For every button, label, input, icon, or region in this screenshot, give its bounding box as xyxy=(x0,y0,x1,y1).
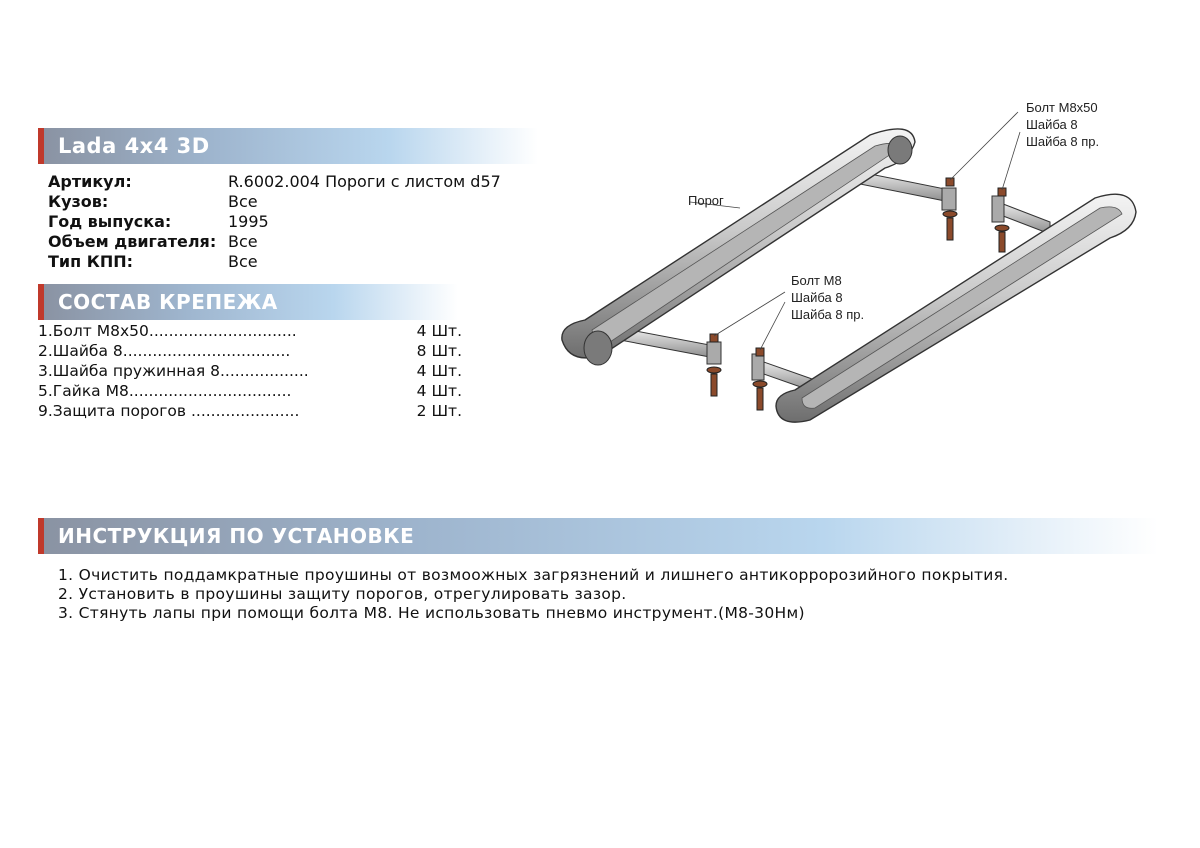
install-banner xyxy=(38,518,1158,554)
product-title-banner xyxy=(38,128,538,164)
spec-value: Все xyxy=(228,252,258,271)
kit-item-qty: 4 Шт. xyxy=(416,322,462,340)
callout-line: Болт М8 xyxy=(791,273,842,288)
spec-row xyxy=(48,212,501,232)
install-step: 2. Установить в проушины защиту порогов, отрегулировать зазор. xyxy=(58,585,627,603)
spec-table xyxy=(48,172,501,272)
kit-row xyxy=(38,401,462,421)
kit-item-qty: 8 Шт. xyxy=(416,342,462,360)
callout-line: Шайба 8 пр. xyxy=(791,307,865,322)
spec-row xyxy=(48,252,501,272)
kit-row xyxy=(38,361,462,381)
kit-item-qty: 2 Шт. xyxy=(416,402,462,420)
kit-item-name: 2.Шайба 8.................................. xyxy=(38,342,291,360)
callout-front-fasteners xyxy=(791,272,864,323)
callout-line: Шайба 8 xyxy=(1026,117,1078,132)
kit-banner xyxy=(38,284,458,320)
callout-line: Шайба 8 xyxy=(791,290,843,305)
install-step: 1. Очистить поддамкратные проушины от возмоожных загрязнений и лишнего антикорророзийного покрытия. xyxy=(58,566,1009,584)
install-step: 3. Стянуть лапы при помощи болта М8. Не использовать пневмо инструмент.(М8-30Нм) xyxy=(58,604,805,622)
spec-label: Год выпуска: xyxy=(48,212,172,231)
spec-label: Объем двигателя: xyxy=(48,232,217,251)
spec-label: Артикул: xyxy=(48,172,132,191)
spec-row xyxy=(48,172,501,192)
install-steps xyxy=(58,566,1009,623)
kit-item-name: 3.Шайба пружинная 8.................. xyxy=(38,362,309,380)
spec-label: Тип КПП: xyxy=(48,252,134,271)
spec-value: Все xyxy=(228,192,258,211)
callout-rear-fasteners xyxy=(1026,99,1099,150)
kit-list xyxy=(38,321,462,421)
kit-row xyxy=(38,381,462,401)
kit-item-name: 9.Защита порогов ...................... xyxy=(38,402,300,420)
install-title: ИНСТРУКЦИЯ ПО УСТАНОВКЕ xyxy=(58,524,415,548)
kit-title: СОСТАВ КРЕПЕЖА xyxy=(58,290,278,314)
spec-label: Кузов: xyxy=(48,192,109,211)
spec-value: 1995 xyxy=(228,212,269,231)
callout-line: Шайба 8 пр. xyxy=(1026,134,1100,149)
kit-item-name: 1.Болт М8х50.............................. xyxy=(38,322,297,340)
spec-value: R.6002.004 Пороги с листом d57 xyxy=(228,172,501,191)
kit-item-name: 5.Гайка М8................................. xyxy=(38,382,292,400)
threshold-label: Порог xyxy=(688,193,724,208)
spec-row xyxy=(48,232,501,252)
kit-row xyxy=(38,321,462,341)
kit-item-qty: 4 Шт. xyxy=(416,382,462,400)
spec-row xyxy=(48,192,501,212)
callout-line: Болт М8х50 xyxy=(1026,100,1098,115)
spec-value: Все xyxy=(228,232,258,251)
kit-item-qty: 4 Шт. xyxy=(416,362,462,380)
left-side-step xyxy=(562,129,915,365)
product-title: Lada 4x4 3D xyxy=(58,134,210,158)
kit-row xyxy=(38,341,462,361)
